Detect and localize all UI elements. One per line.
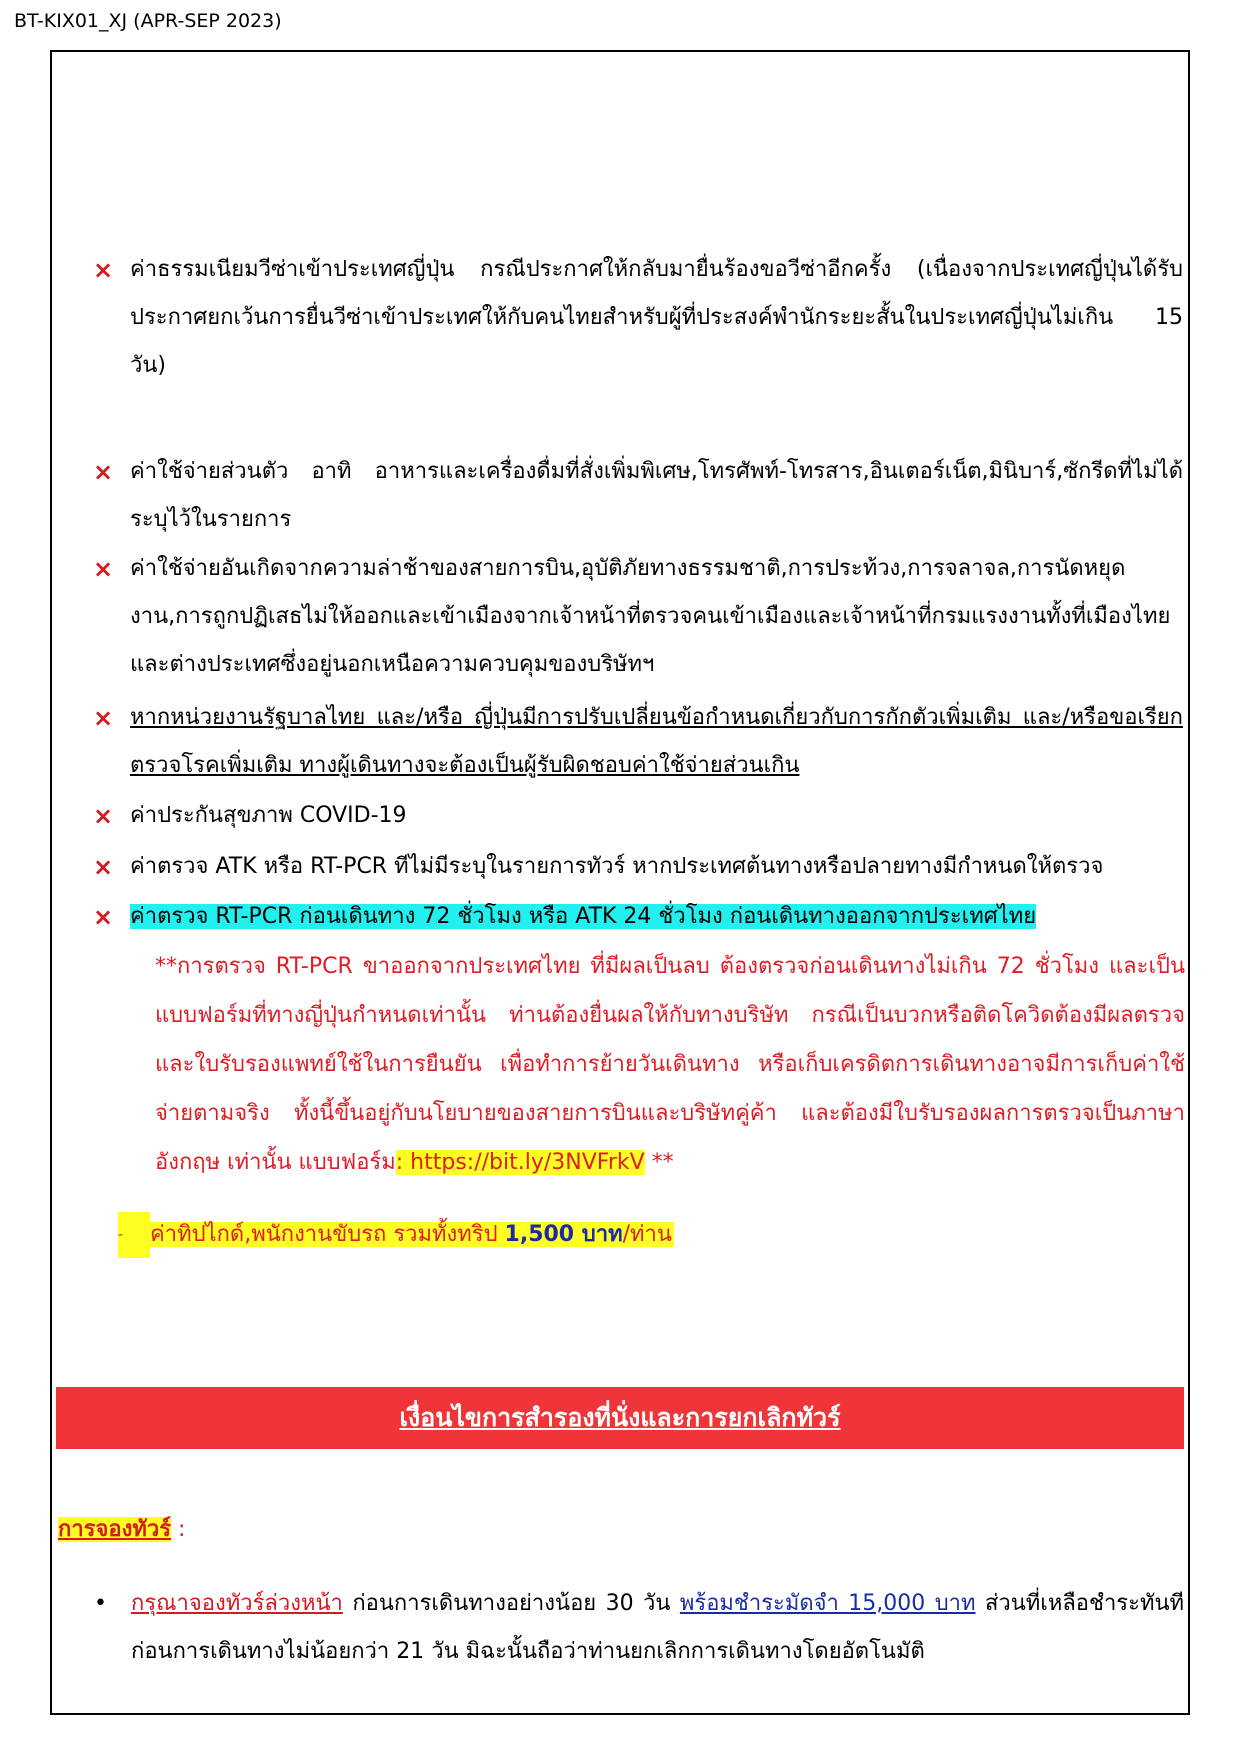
booking-text-1: ก่อนการเดินทางอย่างน้อย 30 วัน <box>342 1591 680 1616</box>
tip-suffix: /ท่าน <box>622 1222 672 1247</box>
rtpcr-note-suffix: ** <box>644 1150 674 1175</box>
exclusion-text: ค่าใช้จ่ายอันเกิดจากความล่าช้าของสายการบิน,อุบัติภัยทางธรรมชาติ,การประท้วง,การจลาจล,การนัดหยุดงาน,การถูกปฏิเสธไม่ให้ออกและเข้าเมืองจากเจ้าหน้าที่ตรวจคนเข้าเมืองและเจ้าหน้าที่กรมแรงงานทั้งที่เมืองไทยและต่างประเทศซึ่งอยู่นอกเหนือความควบคุมของบริษัทฯ <box>130 556 1171 677</box>
exclusion-item-government <box>93 694 1183 790</box>
form-link[interactable]: : https://bit.ly/3NVFrkV <box>395 1150 645 1175</box>
bullet-icon: • <box>94 1591 107 1616</box>
conditions-banner <box>56 1387 1184 1449</box>
tip-label: ค่าทิปไกด์,พนักงานขับรถ รวมทั้งทริป <box>150 1222 505 1247</box>
cross-icon: × <box>93 704 114 732</box>
exclusion-text-highlighted: ค่าตรวจ RT-PCR ก่อนเดินทาง 72 ชั่วโมง หรือ ATK 24 ชั่วโมง ก่อนเดินทางออกจากประเทศไทย <box>130 904 1037 929</box>
booking-text-2: ส่วนที่เหลือชำระทันทีก่อนการเดินทางไม่น้อยกว่า 21 วัน มิฉะนั้นถือว่าท่านยกเลิกการเดินทางโดยอัตโนมัติ <box>131 1591 1184 1664</box>
exclusion-text: ค่าตรวจ ATK หรือ RT-PCR ทีไม่มีระบุในรายการทัวร์ หากประเทศต้นทางหรือปลายทางมีกำหนดให้ตรวจ <box>130 854 1104 879</box>
banner-title: เงื่อนไขการสำรองที่นั่งและการยกเลิกทัวร์ <box>399 1403 841 1432</box>
exclusion-item-personal <box>93 448 1183 544</box>
booking-heading: การจองทัวร์ <box>58 1517 172 1542</box>
rtpcr-note-text: **การตรวจ RT-PCR ขาออกจากประเทศไทย ที่มีผลเป็นลบ ต้องตรวจก่อนเดินทางไม่เกิน 72 ชั่วโมง และเป็นแบบฟอร์มที่ทางญี่ปุ่นกำหนดเท่านั้น ท่านต้องยื่นผลให้กับทางบริษัท กรณีเป็นบวกหรือติดโควิดต้องมีผลตรวจและใบรับรองแพทย์ใช้ในการยืนยัน เพื่อทำการย้ายวันเดินทาง หรือเก็บเครดิตการเดินทางอาจมีการเก็บค่าใช้จ่ายตามจริง ทั้งนี้ขึ้นอยู่กับนโยบายของสายการบินและบริษัทคู่ค้า และต้องมีใบรับรองผลการตรวจเป็นภาษาอังกฤษ เท่านั้น แบบฟอร์ม <box>155 954 1185 1175</box>
exclusion-item-atk <box>93 843 1183 891</box>
exclusion-item-rtpcr <box>93 893 1183 941</box>
cross-icon: × <box>93 802 114 830</box>
dash-marker: - <box>118 1212 150 1258</box>
exclusion-text: ค่าธรรมเนียมวีซ่าเข้าประเทศญี่ปุ่น กรณีประกาศให้กลับมายื่นร้องขอวีซ่าอีกครั้ง (เนื่องจากประเทศญี่ปุ่นได้รับประกาศยกเว้นการยื่นวีซ่าเข้าประเทศให้กับคนไทยสำหรับผู้ที่ประสงค์พำนักระยะสั้นในประเทศญี่ปุ่นไม่เกิน 15 วัน) <box>130 257 1183 378</box>
exclusion-item-insurance <box>93 792 1183 840</box>
exclusion-text: ค่าใช้จ่ายส่วนตัว อาทิ อาหารและเครื่องดื่มที่สั่งเพิ่มพิเศษ,โทรศัพท์-โทรสาร,อินเตอร์เน็ต,มินิบาร์,ซักรีดที่ไม่ได้ระบุไว้ในรายการ <box>130 459 1183 532</box>
rtpcr-note <box>155 942 1185 1187</box>
document-code: BT-KIX01_XJ (APR-SEP 2023) <box>14 10 282 32</box>
booking-colon: : <box>171 1517 186 1542</box>
booking-deposit: พร้อมชำระมัดจำ 15,000 บาท <box>679 1591 976 1616</box>
exclusion-text: หากหน่วยงานรัฐบาลไทย และ/หรือ ญี่ปุ่นมีการปรับเปลี่ยนข้อกำหนดเกี่ยวกับการกักตัวเพิ่มเติม และ/หรือขอเรียกตรวจโรคเพิ่มเติม ทางผู้เดินทางจะต้องเป็นผู้รับผิดชอบค่าใช้จ่ายส่วนเกิน <box>130 705 1183 778</box>
exclusion-item-delay <box>93 545 1183 689</box>
booking-bullet <box>94 1580 1184 1676</box>
tip-row <box>118 1212 674 1258</box>
cross-icon: × <box>93 903 114 931</box>
cross-icon: × <box>93 555 114 583</box>
cross-icon: × <box>93 458 114 486</box>
booking-heading-row <box>58 1510 185 1550</box>
cross-icon: × <box>93 256 114 284</box>
exclusion-item-visa <box>93 246 1183 390</box>
exclusion-text: ค่าประกันสุขภาพ COVID-19 <box>130 803 407 828</box>
booking-advance: กรุณาจองทัวร์ล่วงหน้า <box>131 1591 343 1616</box>
cross-icon: × <box>93 853 114 881</box>
tip-amount: 1,500 บาท <box>504 1222 623 1247</box>
